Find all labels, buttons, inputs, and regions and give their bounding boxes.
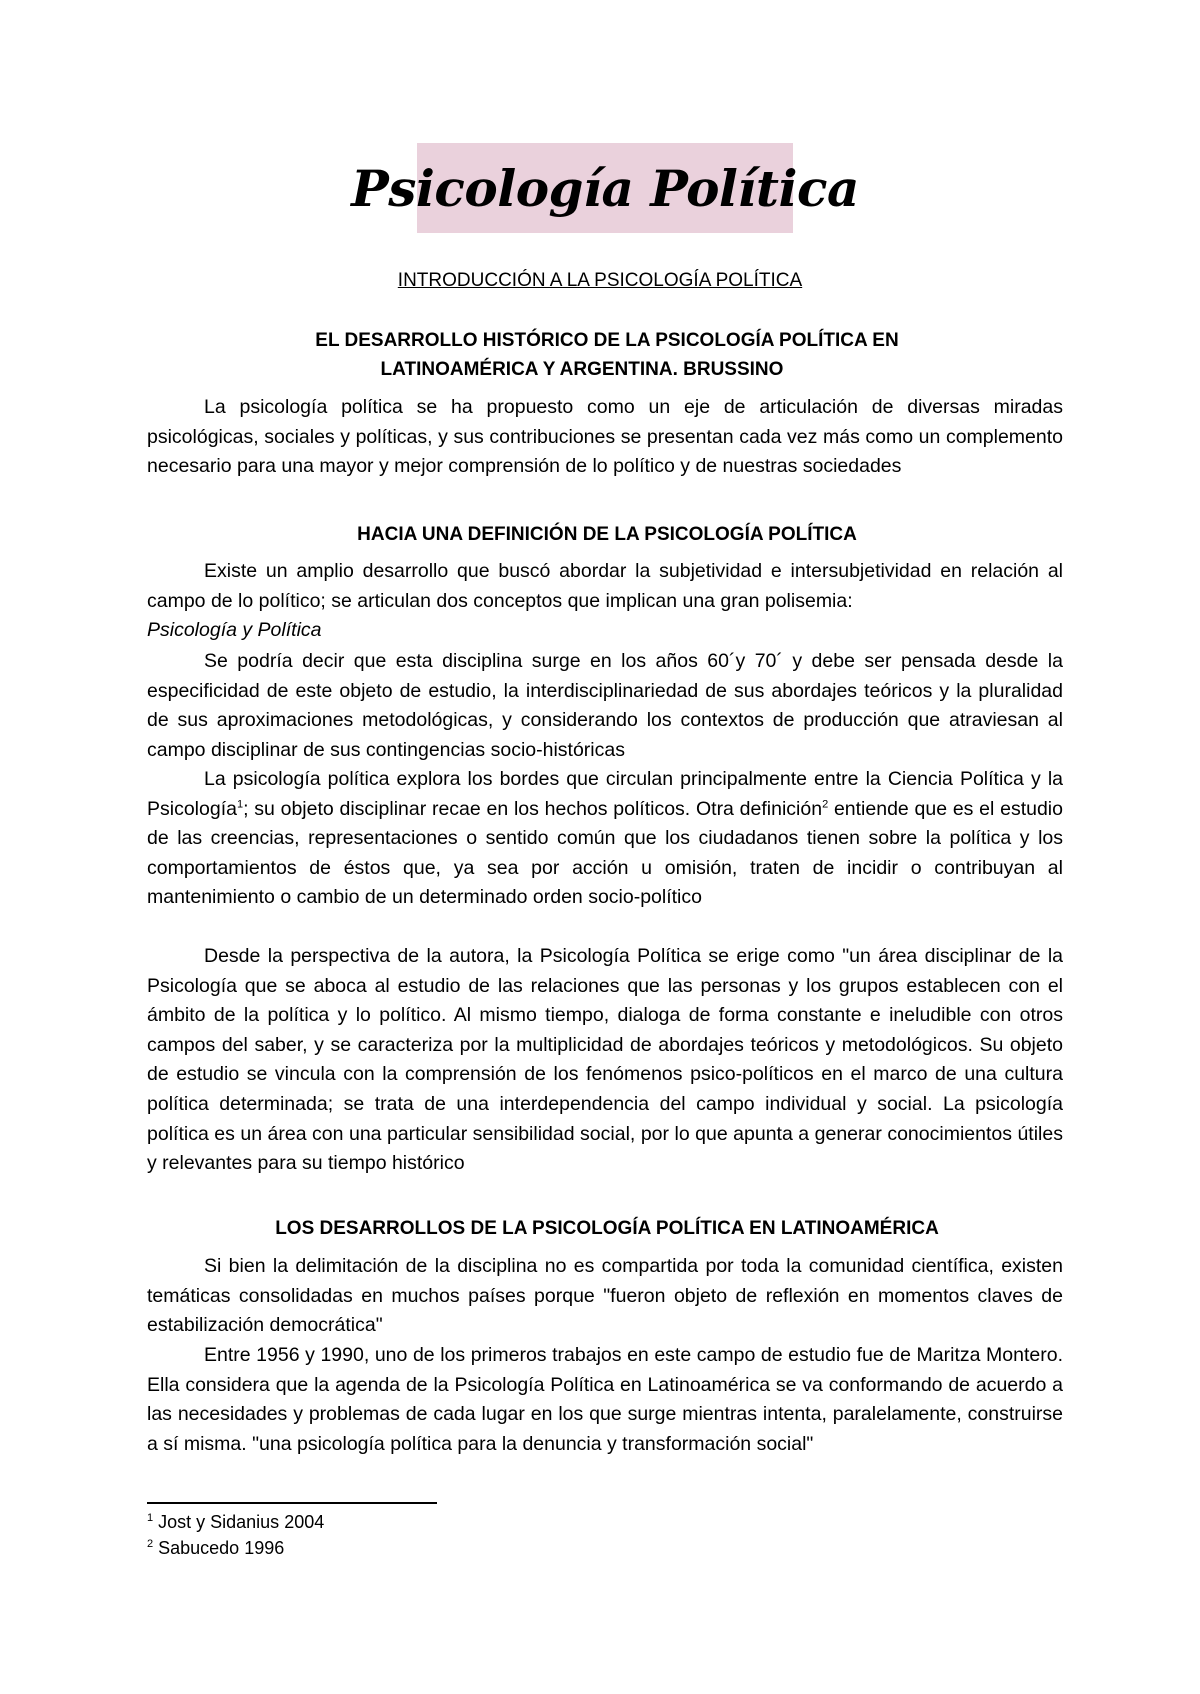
paragraph-text: entiende que es el estudio de las creencias, representaciones o sentido común que los ciudadanos tienen sobre la política y los comportamientos de éstos que, ya sea por acción u omisión, traten de incidir o contribuyan al mantenimiento o cambio de un determinado orden socio-político: [147, 797, 1063, 909]
document-title: Psicología Política: [351, 158, 859, 218]
paragraph: [147, 765, 1063, 913]
paragraph-italic-text: Psicología y Política: [147, 619, 322, 642]
paragraph-text: ; su objeto disciplinar recae en los hechos políticos. Otra definición: [243, 797, 823, 820]
paragraph-text: Existe un amplio desarrollo que buscó abordar la subjetividad e intersubjetividad en relación al campo de lo político; se articulan dos conceptos que implican una gran polisemia:: [147, 560, 1063, 612]
paragraph-text: La psicología política explora los bordes que circulan principalmente entre la Ciencia Política y la Psicología: [147, 768, 1063, 820]
footnote-1: [147, 1510, 324, 1534]
footnote-text: Sabucedo 1996: [153, 1538, 285, 1558]
paragraph: [147, 557, 1063, 646]
footnote-2: [147, 1536, 284, 1560]
paragraph: Si bien la delimitación de la disciplina no es compartida por toda la comunidad científica, existen temáticas consolidadas en muchos países porque "fueron objeto de reflexión en momentos claves de estabilización democrática": [147, 1255, 1063, 1337]
footnote-ref: 1: [236, 798, 244, 811]
section-heading-line: LATINOAMÉRICA Y ARGENTINA. BRUSSINO: [380, 359, 784, 380]
footnote-mark: 1: [147, 1512, 154, 1524]
footnote-mark: 2: [147, 1538, 154, 1550]
paragraph: Desde la perspectiva de la autora, la Psicología Política se erige como "un área disciplinar de la Psicología que se aboca al estudio de las relaciones que las personas y los grupos establecen con el ámbito de la política y lo político. Al mismo tiempo, dialoga de forma constante e ineludible con otros campos del saber, y se caracteriza por la multiplicidad de abordajes teóricos y metodológicos. Su objeto de estudio se vincula con la comprensión de los fenómenos psico-políticos en el marco de una cultura política determinada; se trata de una interdependencia del campo individual y social. La psicología política es un área con una particular sensibilidad social, por lo que apunta a generar conocimientos útiles y relevantes para su tiempo histórico: [147, 945, 1063, 1175]
paragraph: Entre 1956 y 1990, uno de los primeros trabajos en este campo de estudio fue de Maritza Montero. Ella considera que la agenda de la Psicología Política en Latinoamérica se va conformando de acuerdo a las necesidades y problemas de cada lugar en los que surge mientras intenta, paralelamente, construirse a sí misma. "una psicología política para la denuncia y transformación social": [147, 1344, 1063, 1455]
paragraph: La psicología política se ha propuesto como un eje de articulación de diversas miradas psicológicas, sociales y políticas, y sus contribuciones se presentan cada vez más como un complemento necesario para una mayor y mejor comprensión de lo político y de nuestras sociedades: [147, 396, 1063, 478]
section-heading-definition: HACIA UNA DEFINICIÓN DE LA PSICOLOGÍA POLÍTICA: [357, 524, 857, 545]
section-heading-latinoamerica: LOS DESARROLLOS DE LA PSICOLOGÍA POLÍTICA EN LATINOAMÉRICA: [275, 1218, 939, 1239]
footnote-ref: 2: [822, 798, 829, 811]
document-subtitle: INTRODUCCIÓN A LA PSICOLOGÍA POLÍTICA: [397, 270, 803, 291]
footnote-divider: [147, 1502, 437, 1504]
paragraph: Se podría decir que esta disciplina surge en los años 60´y 70´ y debe ser pensada desde la especificidad de este objeto de estudio, la interdisciplinariedad de sus abordajes teóricos y la pluralidad de sus aproximaciones metodológicas, y considerando los contextos de producción que atraviesan al campo disciplinar de sus contingencias socio-históricas: [147, 650, 1063, 761]
footnote-text: Jost y Sidanius 2004: [153, 1512, 325, 1532]
section-heading-historical: [147, 326, 1067, 384]
section-heading-line: EL DESARROLLO HISTÓRICO DE LA PSICOLOGÍA POLÍTICA EN: [315, 330, 899, 351]
title-banner: [351, 143, 859, 233]
